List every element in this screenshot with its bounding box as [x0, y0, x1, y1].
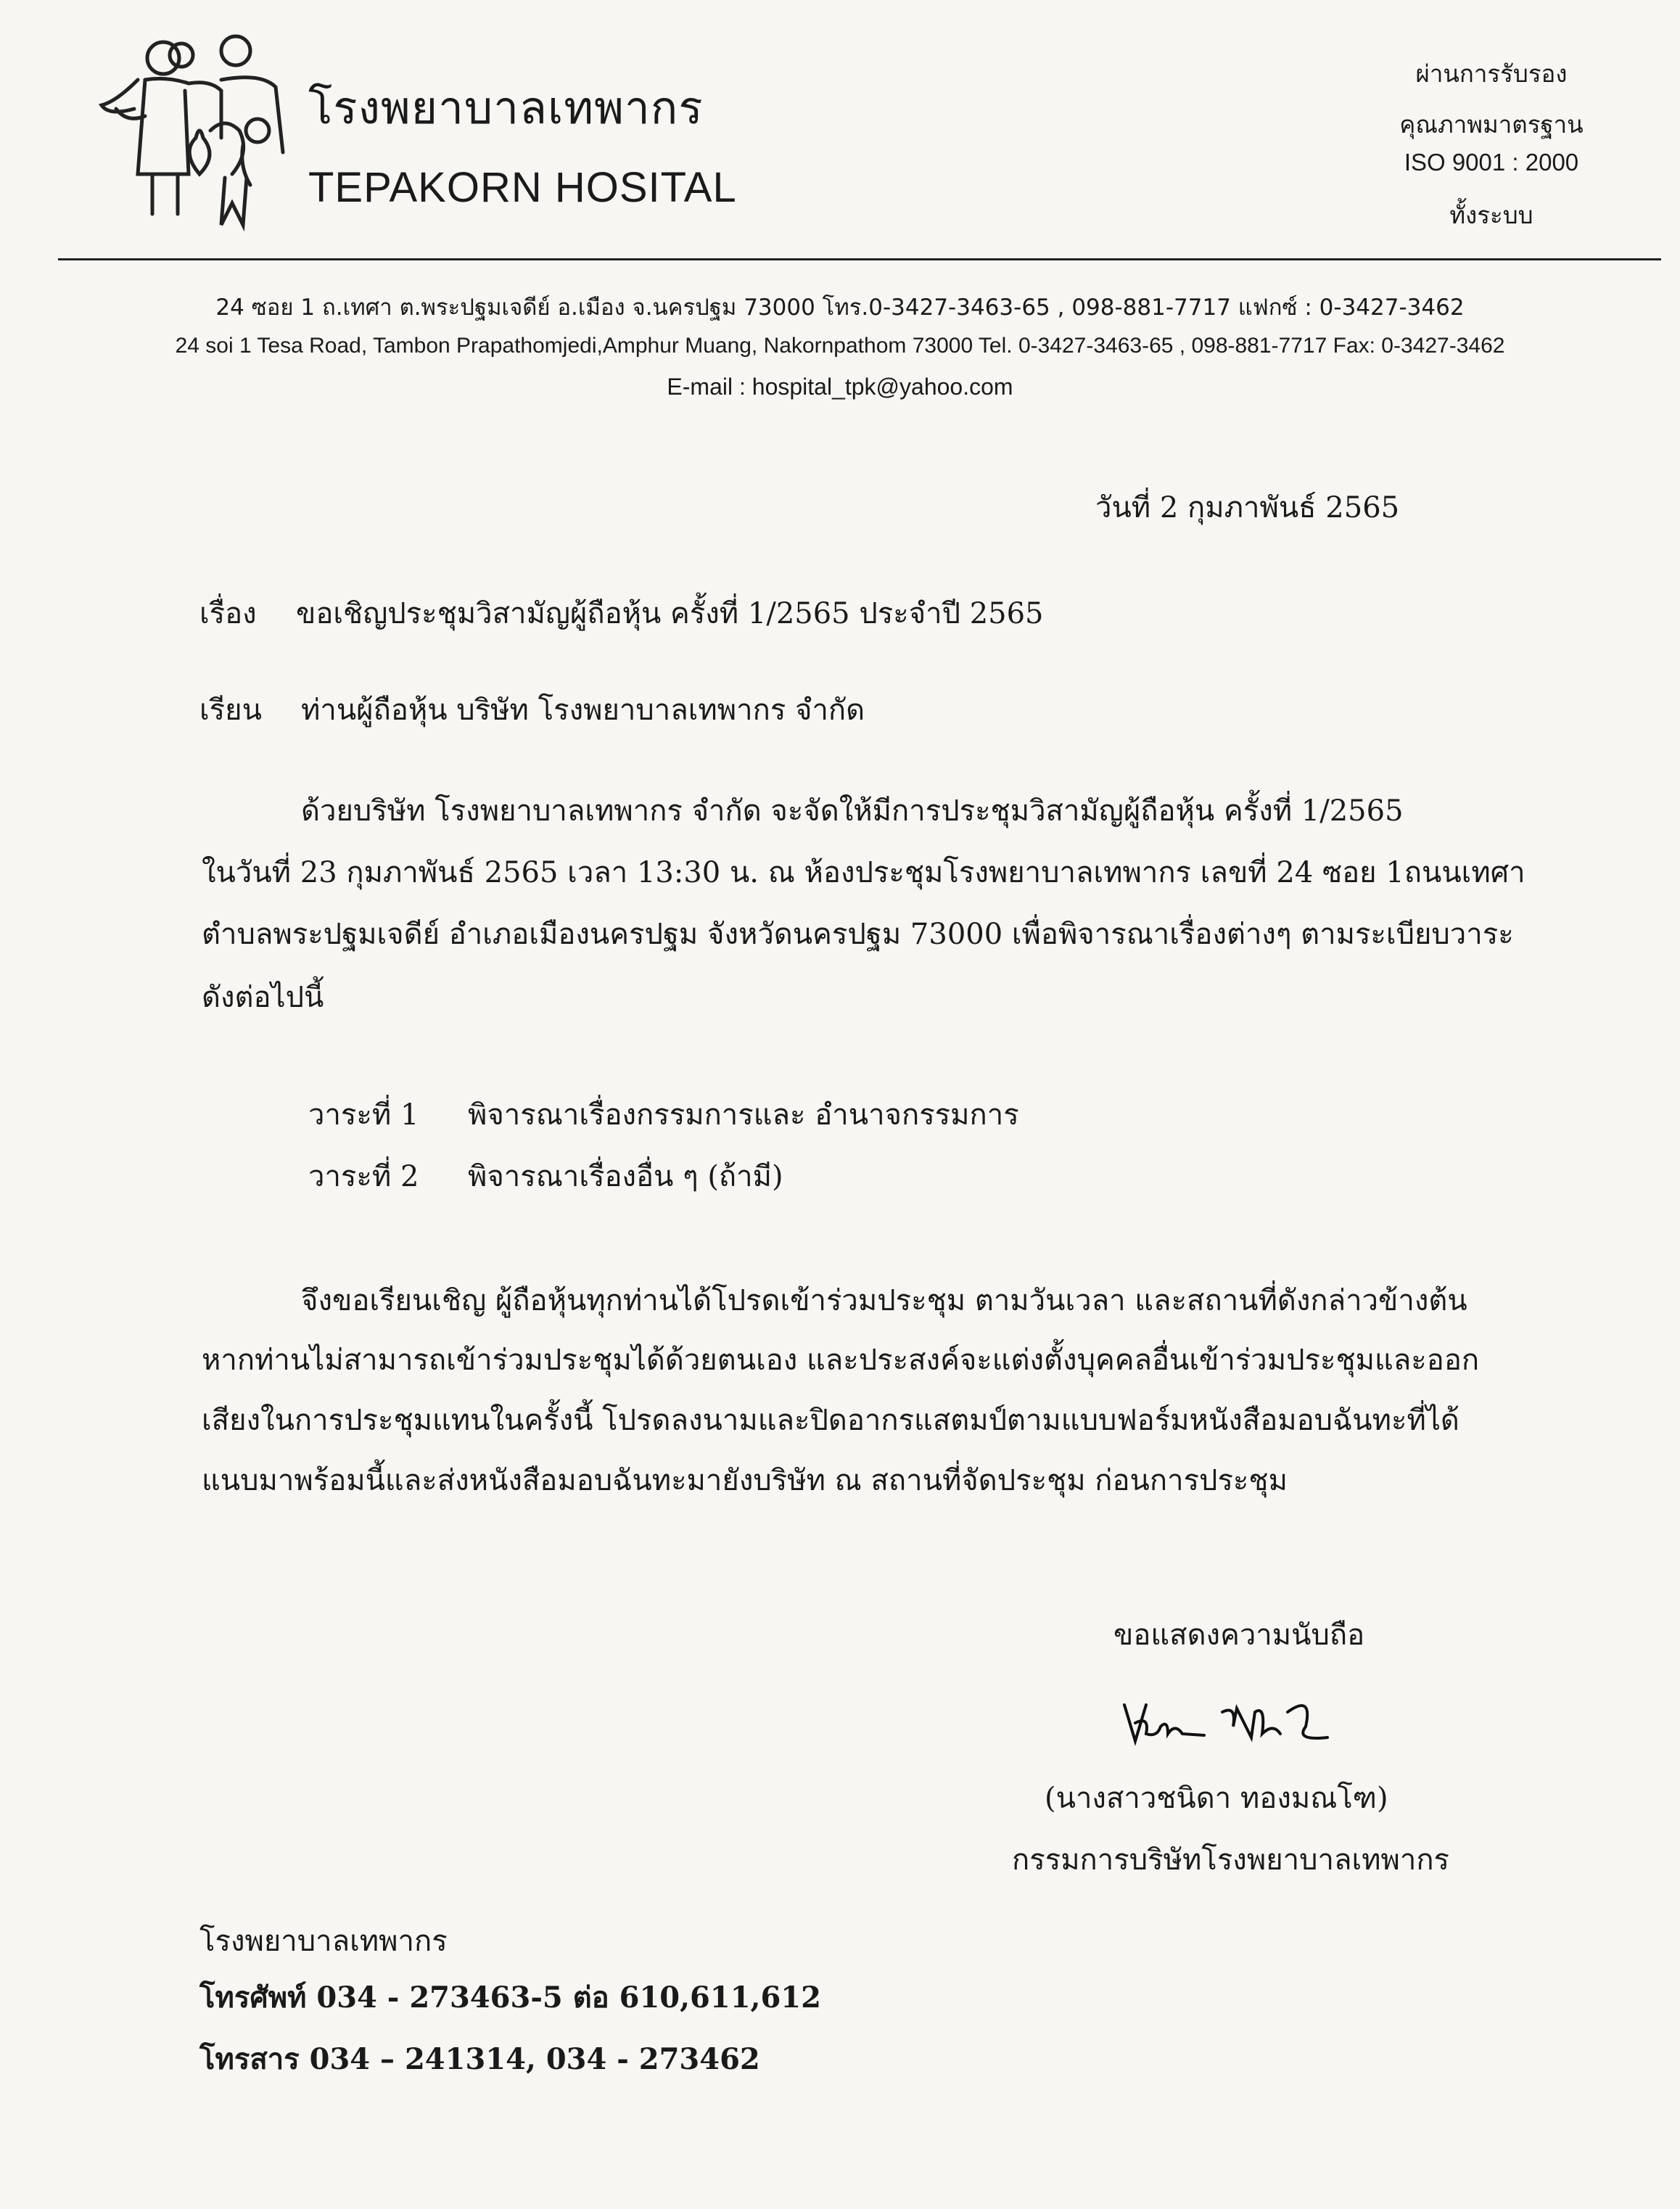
footer-org: โรงพยาบาลเทพากร — [199, 1925, 448, 1958]
para2-line-3: เสียงในการประชุมแทนในครั้งนี้ โปรดลงนามและปิดอากรแสตมป์ตามแบบฟอร์มหนังสือมอบฉันทะที่ได้ — [202, 1404, 1459, 1437]
hospital-name-th: โรงพยาบาลเทพากร — [308, 81, 704, 134]
agenda-1-label: วาระที่ 1 — [308, 1098, 419, 1132]
closing: ขอแสดงความนับถือ — [1113, 1618, 1365, 1652]
hospital-logo-icon — [94, 29, 312, 239]
footer-phone: โทรศัพท์ 034 - 273463-5 ต่อ 610,611,612 — [199, 1980, 821, 2015]
certification-line-1: ผ่านการรับรอง — [1415, 59, 1568, 88]
salutation-text: ท่านผู้ถือหุ้น บริษัท โรงพยาบาลเทพากร จำกัด — [301, 694, 865, 727]
signer-title: กรรมการบริษัทโรงพยาบาลเทพากร — [1012, 1843, 1450, 1877]
address-th: 24 ซอย 1 ถ.เทศา ต.พระปฐมเจดีย์ อ.เมือง จ.นครปฐม 73000 โทร.0-3427-3463-65 , 098-881-7717 แฟกซ์ : 0-3427-3462 — [215, 295, 1465, 321]
agenda-1-text: พิจารณาเรื่องกรรมการและ อำนาจกรรมการ — [468, 1098, 1019, 1132]
certification-line-2: คุณภาพมาตรฐาน — [1399, 110, 1584, 139]
email: E-mail : hospital_tpk@yahoo.com — [667, 374, 1013, 400]
salutation-label: เรียน — [199, 694, 262, 727]
para1-line-1: ด้วยบริษัท โรงพยาบาลเทพากร จำกัด จะจัดให้มีการประชุมวิสามัญผู้ถือหุ้น ครั้งที่ 1/2565 — [301, 794, 1404, 828]
agenda-2-text: พิจารณาเรื่องอื่น ๆ (ถ้ามี) — [468, 1160, 783, 1193]
hospital-name-en: TEPAKORN HOSITAL — [308, 164, 737, 211]
signature-icon — [1117, 1683, 1335, 1756]
letter-date: วันที่ 2 กุมภาพันธ์ 2565 — [1095, 491, 1400, 525]
footer-fax: โทรสาร 034 – 241314, 034 - 273462 — [199, 2042, 760, 2076]
header-divider — [58, 258, 1661, 260]
para1-line-3: ตำบลพระปฐมเจดีย์ อำเภอเมืองนครปฐม จังหวัดนครปฐม 73000 เพื่อพิจารณาเรื่องต่างๆ ตามระเบียบวาระ — [202, 918, 1514, 951]
certification-line-4: ทั้งระบบ — [1449, 201, 1533, 229]
signer-name: (นางสาวชนิดา ทองมณโฑ) — [1045, 1782, 1388, 1815]
para2-line-1: จึงขอเรียนเชิญ ผู้ถือหุ้นทุกท่านได้โปรดเข้าร่วมประชุม ตามวันเวลา และสถานที่ดังกล่าวข้างต้น — [301, 1284, 1467, 1317]
agenda-2-label: วาระที่ 2 — [308, 1160, 419, 1193]
address-en: 24 soi 1 Tesa Road, Tambon Prapathomjedi,Amphur Muang, Nakornpathom 73000 Tel. 0-3427-3463-65 , 098-881-7717 Fax: 0-3427-3462 — [175, 334, 1505, 358]
certification-line-3: ISO 9001 : 2000 — [1404, 149, 1579, 176]
para2-line-2: หากท่านไม่สามารถเข้าร่วมประชุมได้ด้วยตนเอง และประสงค์จะแต่งตั้งบุคคลอื่นเข้าร่วมประชุมและออก — [202, 1344, 1480, 1377]
para1-line-2: ในวันที่ 23 กุมภาพันธ์ 2565 เวลา 13:30 น. ณ ห้องประชุมโรงพยาบาลเทพากร เลขที่ 24 ซอย 1ถนนเทศา — [202, 856, 1525, 889]
subject-text: ขอเชิญประชุมวิสามัญผู้ถือหุ้น ครั้งที่ 1/2565 ประจำปี 2565 — [296, 597, 1044, 630]
subject-label: เรื่อง — [199, 597, 257, 630]
para2-line-4: แนบมาพร้อมนี้และส่งหนังสือมอบฉันทะมายังบริษัท ณ สถานที่จัดประชุม ก่อนการประชุม — [202, 1464, 1288, 1497]
para1-line-4: ดังต่อไปนี้ — [202, 981, 324, 1014]
